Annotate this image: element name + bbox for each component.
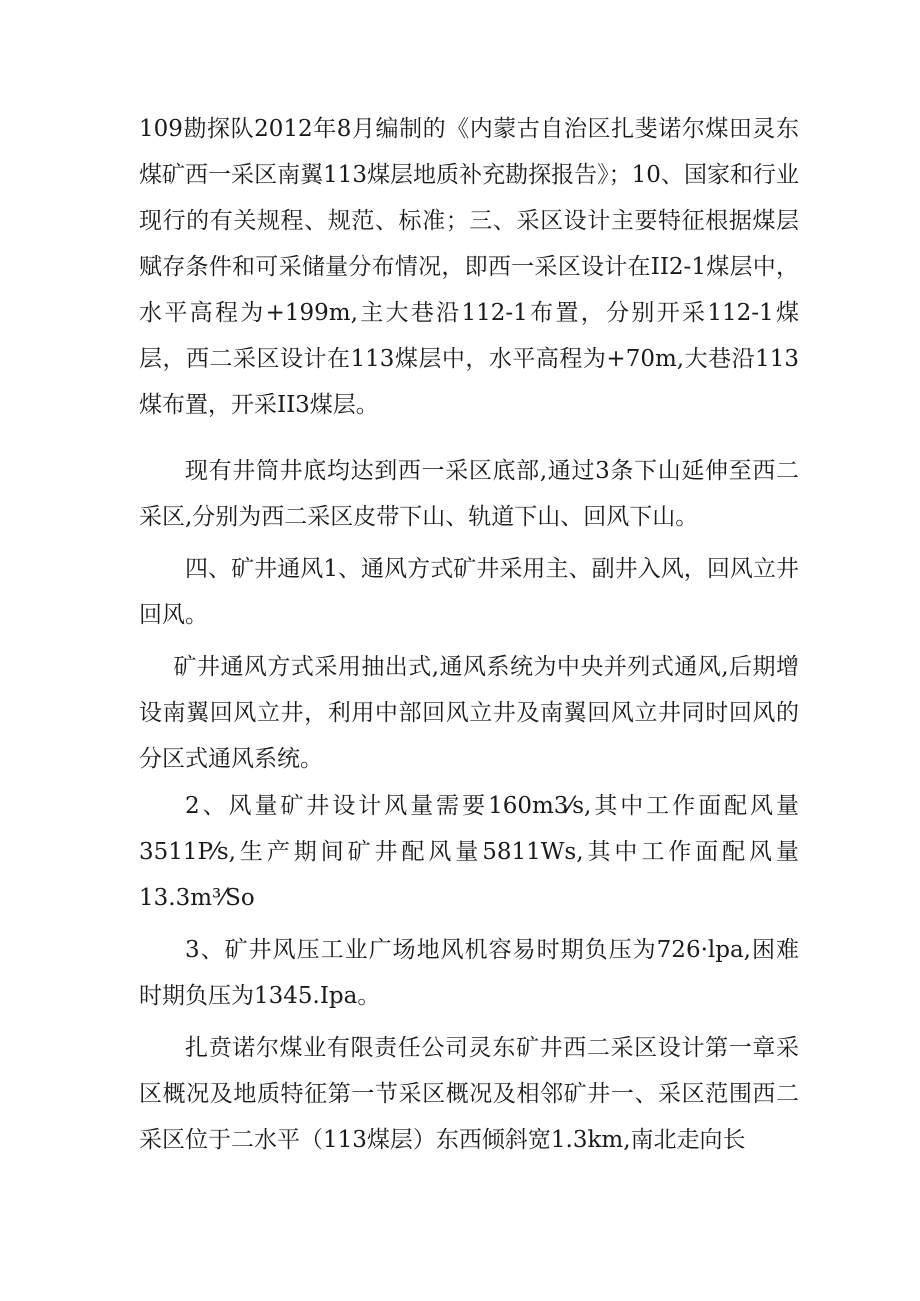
- paragraph-text: 109勘探队2012年8月编制的《内蒙古自治区扎斐诺尔煤田灵东煤矿西一采区南翼113煤层地质补充勘探报告》；10、国家和行业现行的有关规程、规范、标准；三、采区设计主要特征根据煤层赋存条件和可采储量分布情况，即西一采区设计在II2-1煤层中，水平高程为+199m,主大巷沿112-1布置，分别开采112-1煤层，西二采区设计在113煤层中，水平高程为+70m,大巷沿113煤布置，开采II3煤层。: [139, 116, 799, 418]
- paragraph-6: [139, 927, 799, 1019]
- paragraph-text: 四、矿井通风1、通风方式矿井采用主、副井入风，回风立井回风。: [139, 556, 799, 628]
- paragraph-text: 矿井通风方式采用抽出式,通风系统为中央并列式通风,后期增设南翼回风立井，利用中部回风立井及南翼回风立井同时回风的分区式通风系统。: [139, 654, 799, 772]
- paragraph-4: [139, 644, 799, 782]
- paragraph-text: 扎贲诺尔煤业有限责任公司灵东矿井西二采区设计第一章采区概况及地质特征第一节采区概况及相邻矿井一、采区范围西二采区位于二水平（113煤层）东西倾斜宽1.3km,南北走向长: [139, 1035, 799, 1153]
- paragraph-3: [139, 546, 799, 638]
- paragraph-text: 2、风量矿井设计风量需要160m3⁄s,其中工作面配风量3511P⁄s,生产期间矿井配风量5811Ws,其中工作面配风量13.3m³⁄So: [139, 793, 799, 911]
- paragraph-2: [139, 448, 799, 540]
- paragraph-1: [139, 106, 799, 428]
- paragraph-text: 现有井筒井底均达到西一采区底部,通过3条下山延伸至西二采区,分别为西二采区皮带下山、轨道下山、回风下山。: [139, 458, 799, 530]
- paragraph-5: [139, 783, 799, 921]
- paragraph-7: [139, 1025, 799, 1163]
- paragraph-text: 3、矿井风压工业广场地风机容易时期负压为726·lpa,困难时期负压为1345.Ipa。: [139, 937, 799, 1009]
